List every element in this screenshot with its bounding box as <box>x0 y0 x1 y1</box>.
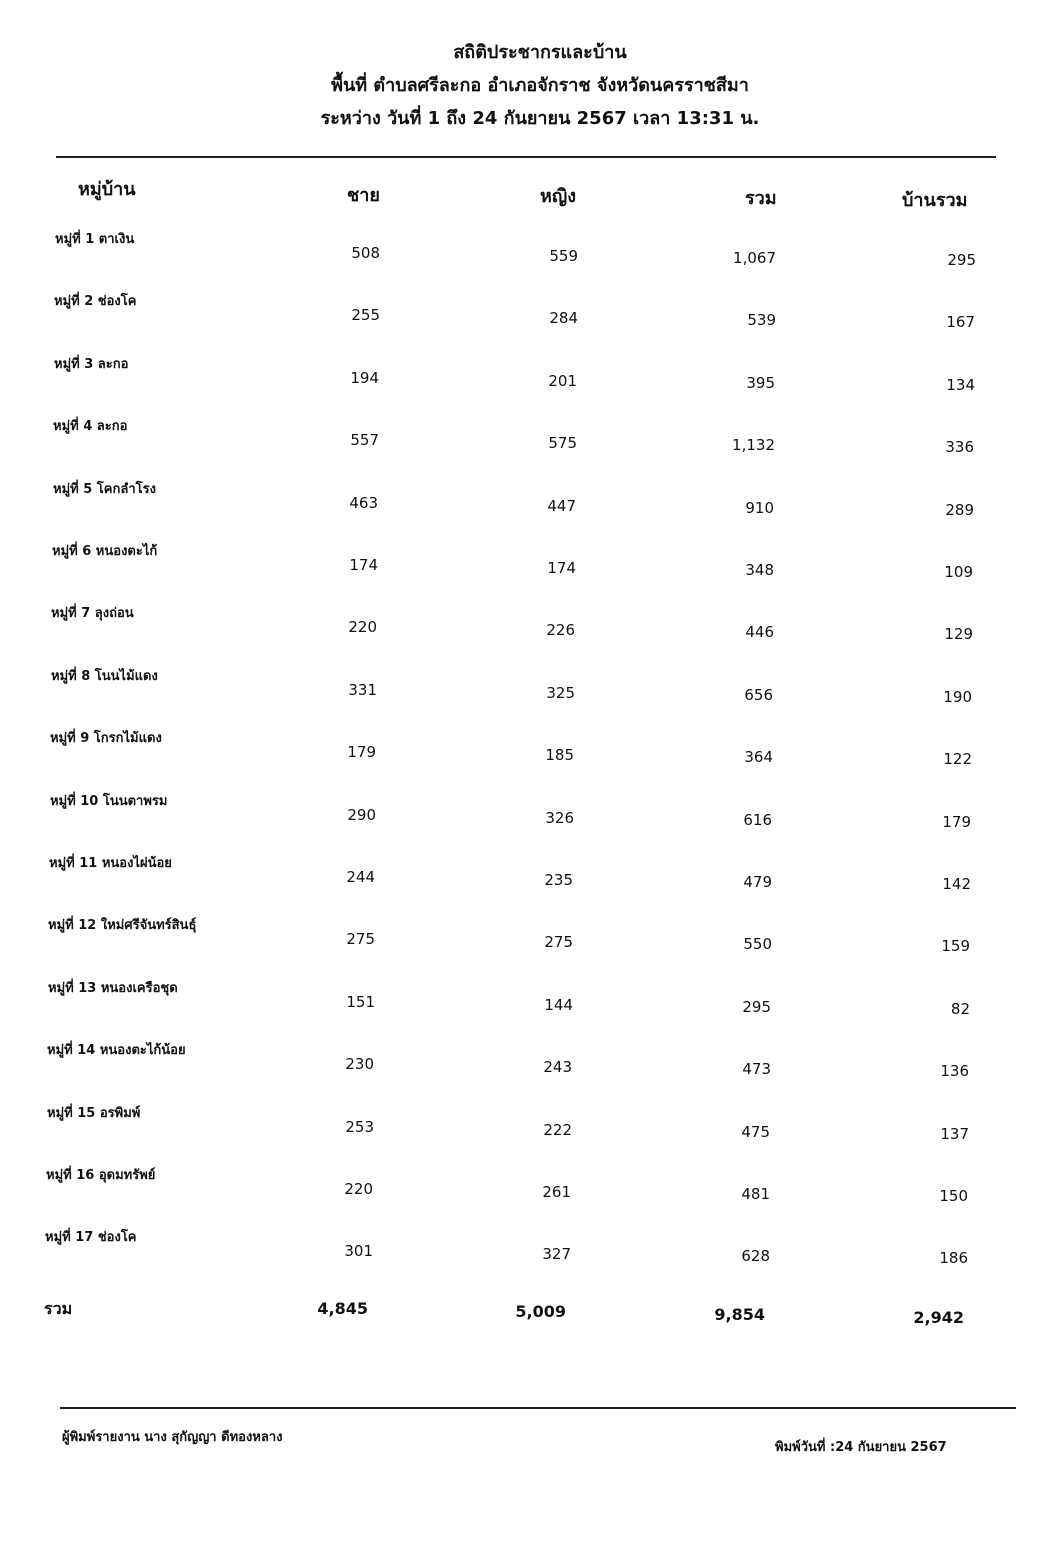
village-name: หมู่ที่ 8 โนนไม้แดง <box>51 668 158 684</box>
female-count: 575 <box>548 434 577 453</box>
male-count: 275 <box>346 930 375 949</box>
village-name: หมู่ที่ 15 อรพิมพ์ <box>47 1105 141 1121</box>
table-row <box>0 602 1050 662</box>
village-name: หมู่ที่ 17 ช่องโค <box>45 1230 137 1246</box>
house-count: 82 <box>950 999 970 1018</box>
table-row <box>0 228 1050 288</box>
male-count: 557 <box>350 431 379 450</box>
house-count: 159 <box>941 937 970 956</box>
table-row <box>0 540 1050 600</box>
female-count: 235 <box>544 871 573 889</box>
bottom-divider <box>60 1407 1016 1409</box>
house-count: 109 <box>944 563 973 581</box>
table-row <box>0 290 1050 350</box>
total-count: 446 <box>745 623 774 642</box>
house-count: 136 <box>940 1062 969 1081</box>
female-count: 144 <box>544 995 573 1014</box>
female-count: 284 <box>549 309 578 328</box>
female-count: 325 <box>546 683 575 702</box>
female-count: 326 <box>545 808 574 827</box>
female-count: 201 <box>548 371 577 390</box>
female-count: 327 <box>542 1245 571 1264</box>
totals-row <box>0 1297 1050 1357</box>
male-count: 253 <box>345 1117 374 1136</box>
house-count: 295 <box>947 251 976 269</box>
totals-label: รวม <box>44 1299 73 1318</box>
table-row <box>0 1102 1050 1162</box>
female-count: 243 <box>543 1058 572 1077</box>
female-count: 261 <box>542 1183 571 1201</box>
village-name: หมู่ที่ 11 หนองไผ่น้อย <box>49 856 172 871</box>
village-name: หมู่ที่ 4 ละกอ <box>53 419 128 435</box>
female-count: 226 <box>546 621 575 640</box>
male-count: 174 <box>349 556 378 574</box>
female-count: 447 <box>547 496 576 515</box>
report-title: สถิติประชากรและบ้าน <box>453 42 627 63</box>
table-row <box>0 977 1050 1037</box>
column-header-total: รวม <box>745 188 777 209</box>
village-name: หมู่ที่ 3 ละกอ <box>54 356 129 372</box>
total-count: 539 <box>747 311 776 330</box>
village-name: หมู่ที่ 13 หนองเครือชุด <box>48 980 178 996</box>
table-row <box>0 790 1050 850</box>
table-row <box>0 1164 1050 1224</box>
female-count: 559 <box>549 247 578 265</box>
house-count: 129 <box>944 625 973 644</box>
male-count: 301 <box>344 1242 373 1261</box>
totals-male: 4,845 <box>317 1299 368 1318</box>
male-count: 244 <box>346 868 375 886</box>
house-count: 167 <box>946 313 975 332</box>
house-count: 150 <box>939 1187 968 1205</box>
table-row <box>0 914 1050 974</box>
table-row <box>0 665 1050 725</box>
column-header-village: หมู่บ้าน <box>78 179 136 200</box>
village-name: หมู่ที่ 10 โนนตาพรม <box>50 793 168 809</box>
total-count: 481 <box>741 1185 770 1203</box>
total-count: 1,132 <box>732 436 775 455</box>
table-row <box>0 727 1050 787</box>
village-name: หมู่ที่ 9 โกรกไม้แดง <box>50 731 162 747</box>
report-period: ระหว่าง วันที่ 1 ถึง 24 กันยายน 2567 เวลา 13:31 น. <box>320 108 760 129</box>
male-count: 179 <box>347 743 376 762</box>
total-count: 628 <box>741 1247 770 1266</box>
village-name: หมู่ที่ 6 หนองตะไก้ <box>52 544 158 559</box>
male-count: 220 <box>348 618 377 637</box>
house-count: 122 <box>943 750 972 769</box>
male-count: 508 <box>351 244 380 262</box>
village-name: หมู่ที่ 14 หนองตะไก้น้อย <box>47 1043 186 1059</box>
female-count: 222 <box>543 1120 572 1139</box>
village-name: หมู่ที่ 12 ใหม่ศรีจันทร์สินธุ์ <box>48 918 197 934</box>
total-count: 395 <box>746 373 775 392</box>
male-count: 255 <box>351 306 380 325</box>
reporter-name: ผู้พิมพ์รายงาน นาง สุกัญญา ดีทองหลาง <box>62 1430 283 1445</box>
female-count: 174 <box>547 559 576 577</box>
totals-houses: 2,942 <box>913 1308 964 1327</box>
house-count: 190 <box>943 687 972 706</box>
village-name: หมู่ที่ 16 อุดมทรัพย์ <box>46 1168 156 1183</box>
total-count: 348 <box>745 561 774 579</box>
male-count: 230 <box>345 1055 374 1074</box>
report-area: พื้นที่ ตำบลศรีละกอ อำเภอจักราช จังหวัดนครราชสีมา <box>331 75 749 96</box>
total-count: 910 <box>745 498 774 517</box>
column-header-houses: บ้านรวม <box>902 190 968 211</box>
house-count: 137 <box>940 1124 969 1143</box>
male-count: 331 <box>348 680 377 699</box>
total-count: 479 <box>743 873 772 891</box>
total-count: 1,067 <box>733 249 776 267</box>
total-count: 616 <box>743 810 772 829</box>
male-count: 290 <box>347 805 376 824</box>
column-header-male: ชาย <box>347 185 380 206</box>
total-count: 550 <box>743 935 772 954</box>
report-header <box>0 36 1050 135</box>
female-count: 185 <box>545 746 574 765</box>
female-count: 275 <box>544 933 573 952</box>
totals-female: 5,009 <box>515 1302 566 1321</box>
house-count: 134 <box>946 375 975 394</box>
male-count: 463 <box>349 493 378 512</box>
table-row <box>0 852 1050 912</box>
house-count: 289 <box>945 500 974 519</box>
top-divider <box>56 156 996 158</box>
total-count: 364 <box>744 748 773 767</box>
village-name: หมู่ที่ 2 ช่องโค <box>54 294 137 310</box>
table-row <box>0 415 1050 475</box>
male-count: 151 <box>346 992 375 1011</box>
table-row <box>0 353 1050 413</box>
total-count: 475 <box>741 1122 770 1141</box>
village-name: หมู่ที่ 5 โคกลำโรง <box>53 481 156 497</box>
total-count: 656 <box>744 685 773 704</box>
village-name: หมู่ที่ 7 ลุงถ่อน <box>51 606 134 622</box>
house-count: 186 <box>939 1249 968 1268</box>
male-count: 194 <box>350 368 379 387</box>
table-row <box>0 1039 1050 1099</box>
male-count: 220 <box>344 1180 373 1198</box>
house-count: 179 <box>942 812 971 831</box>
column-header-female: หญิง <box>540 186 576 207</box>
house-count: 336 <box>945 438 974 457</box>
village-name: หมู่ที่ 1 ตาเงิน <box>55 232 135 247</box>
totals-total: 9,854 <box>714 1305 765 1324</box>
table-row <box>0 1226 1050 1286</box>
print-date: พิมพ์วันที่ :24 กันยายน 2567 <box>775 1440 947 1455</box>
total-count: 295 <box>742 997 771 1016</box>
total-count: 473 <box>742 1060 771 1079</box>
table-row <box>0 478 1050 538</box>
house-count: 142 <box>942 875 971 893</box>
